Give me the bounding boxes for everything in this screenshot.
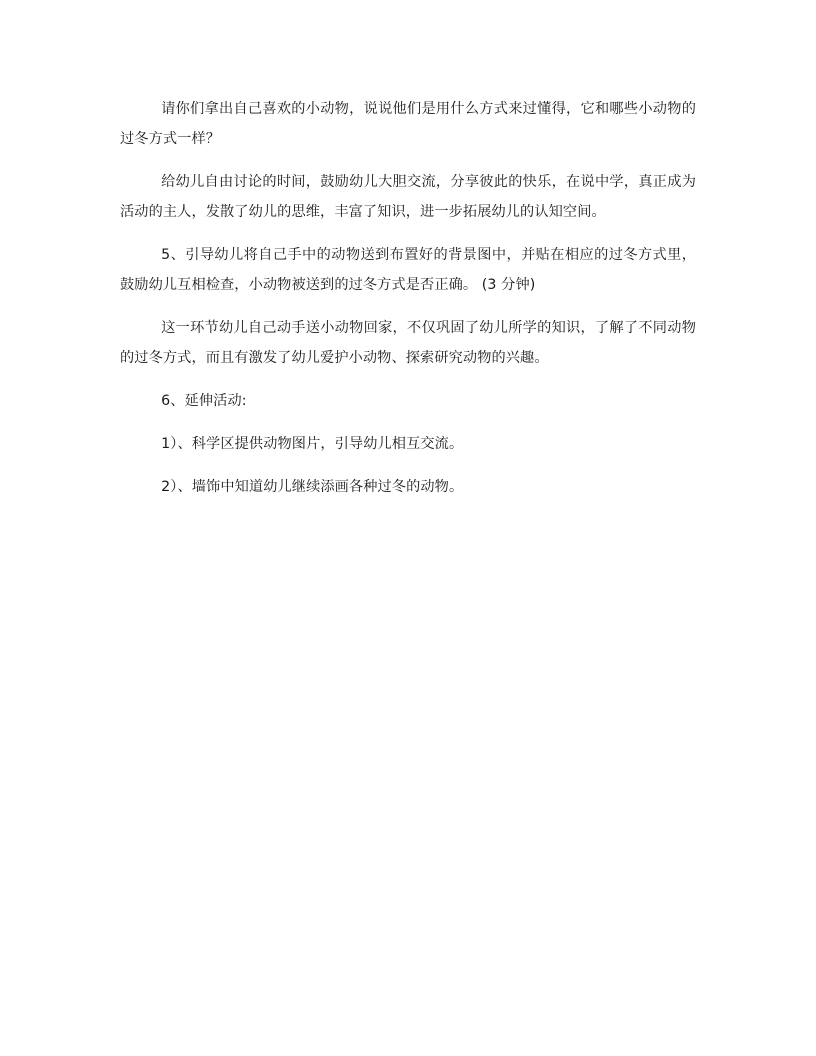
paragraph-step-6-heading: 6、延伸活动: [161,393,247,409]
list-item-wall-decoration: 2）、墙饰中知道幼儿继续添画各种过冬的动物。 [161,479,464,495]
paragraph-step-5: 5、引导幼儿将自己手中的动物送到布置好的背景图中，并贴在相应的过冬方式里，鼓励幼儿互相检查，小动物被送到的过冬方式是否正确。 (3 分钟) [120,247,696,293]
list-item-science-area: 1）、科学区提供动物图片，引导幼儿相互交流。 [161,436,464,452]
paragraph-share-animals: 请你们拿出自己喜欢的小动物，说说他们是用什么方式来过懂得，它和哪些小动物的过冬方式一样？ [120,101,696,147]
paragraph-step-5-reflection: 这一环节幼儿自己动手送小动物回家，不仅巩固了幼儿所学的知识，了解了不同动物的过冬方式，而且有激发了幼儿爱护小动物、探索研究动物的兴趣。 [120,320,696,366]
paragraph-free-discussion: 给幼儿自由讨论的时间，鼓励幼儿大胆交流，分享彼此的快乐，在说中学，真正成为活动的主人，发散了幼儿的思维，丰富了知识，进一步拓展幼儿的认知空间。 [120,174,696,220]
document-body [120,94,696,515]
